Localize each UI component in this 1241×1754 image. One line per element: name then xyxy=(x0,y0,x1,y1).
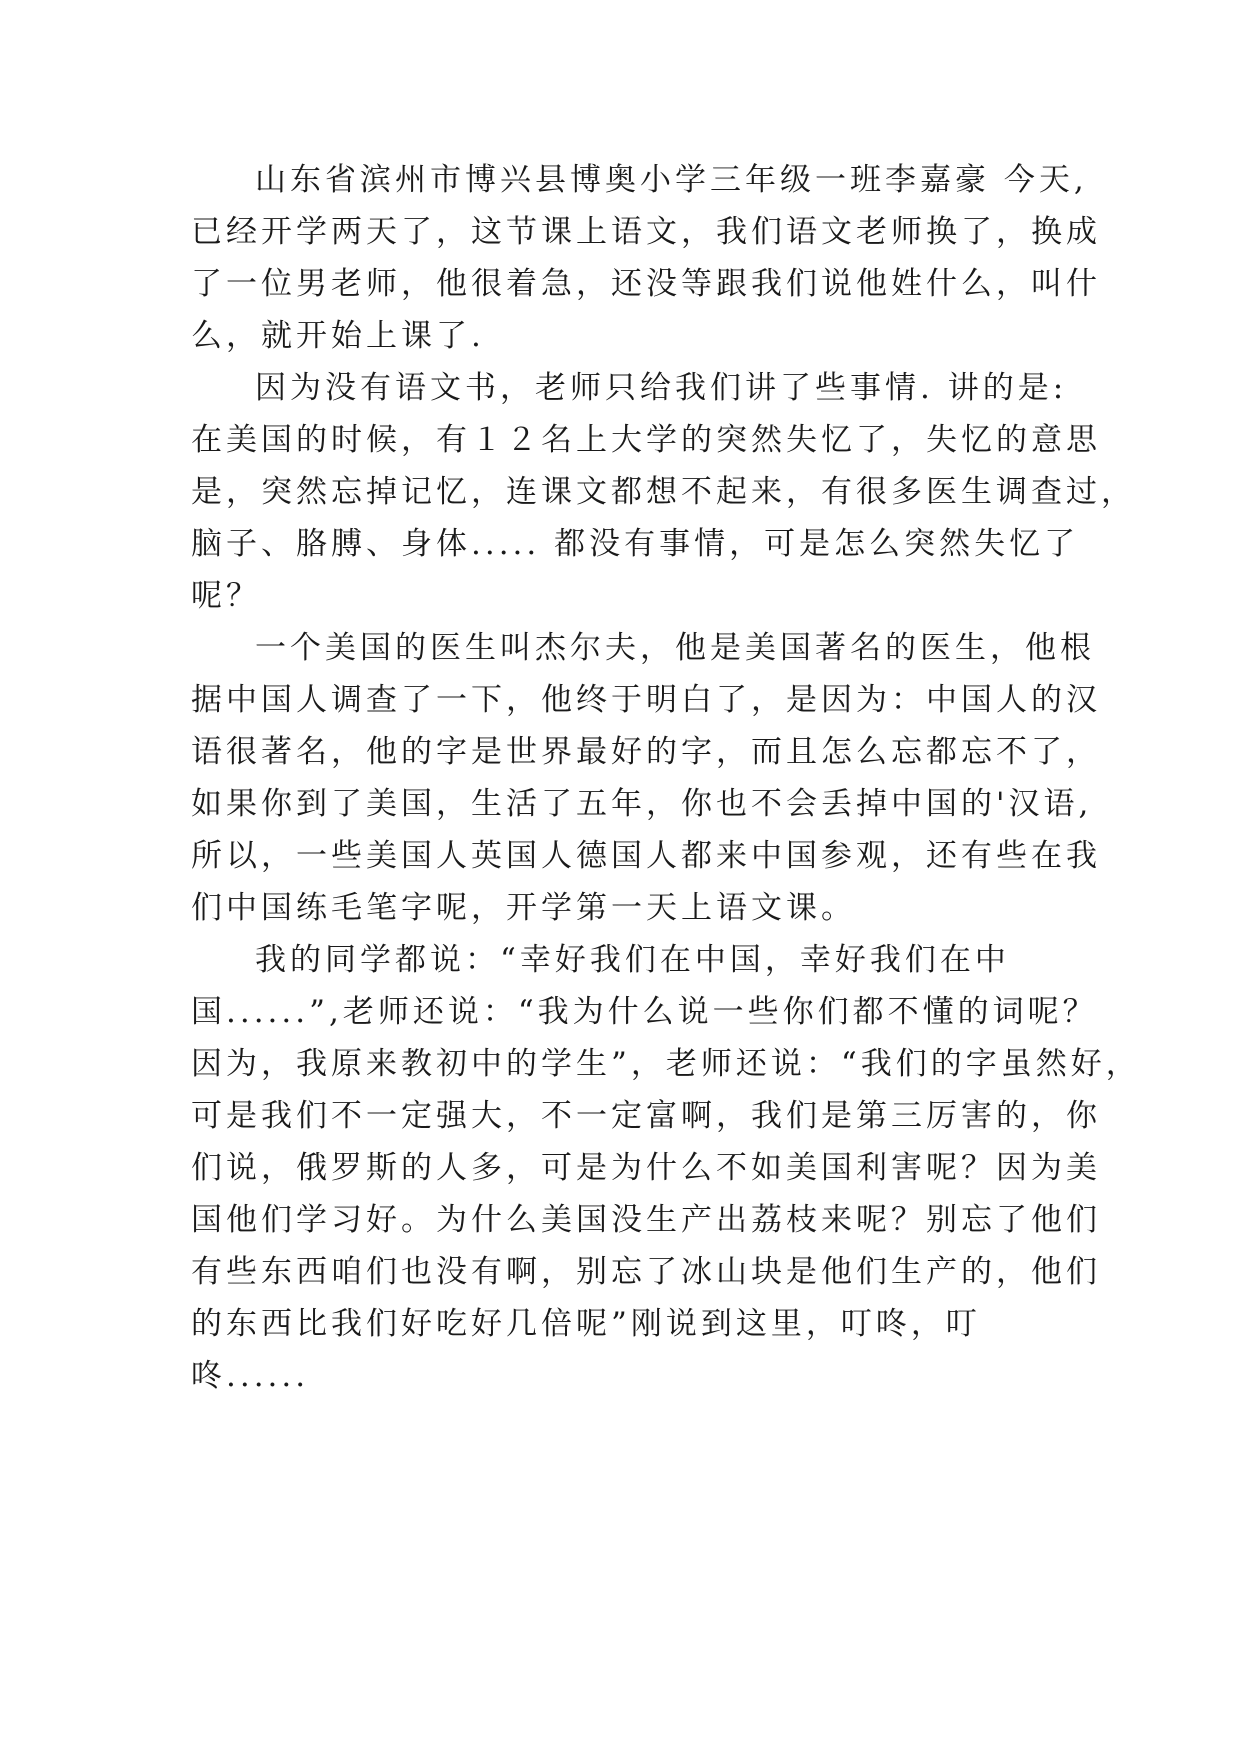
paragraph-3-line-3: 语很著名，他的字是世界最好的字，而且怎么忘都忘不了， xyxy=(191,734,1101,770)
paragraph-4-line-4: 可是我们不一定强大，不一定富啊，我们是第三厉害的，你 xyxy=(191,1098,1101,1134)
paragraph-2-line-4: 脑子、胳膊、身体..... 都没有事情，可是怎么突然失忆了 xyxy=(191,526,1080,562)
paragraph-2-line-3: 是，突然忘掉记忆，连课文都想不起来，有很多医生调查过， xyxy=(191,474,1136,510)
paragraph-4-line-5: 们说，俄罗斯的人多，可是为什么不如美国利害呢？因为美 xyxy=(191,1150,1101,1186)
paragraph-4-line-1: 我的同学都说：“幸好我们在中国，幸好我们在中 xyxy=(255,942,1010,978)
paragraph-3-line-5: 所以，一些美国人英国人德国人都来中国参观，还有些在我 xyxy=(191,838,1101,874)
paragraph-2-line-5: 呢？ xyxy=(191,578,261,614)
paragraph-3-line-4: 如果你到了美国，生活了五年，你也不会丢掉中国的'汉语, xyxy=(191,786,1093,822)
paragraph-1-line-3: 了一位男老师，他很着急，还没等跟我们说他姓什么，叫什 xyxy=(191,266,1101,302)
paragraph-3-line-6: 们中国练毛笔字呢，开学第一天上语文课。 xyxy=(191,890,856,926)
paragraph-2-line-2: 在美国的时候，有１２名上大学的突然失忆了，失忆的意思 xyxy=(191,422,1101,458)
paragraph-3-line-1: 一个美国的医生叫杰尔夫，他是美国著名的医生，他根 xyxy=(255,630,1095,666)
paragraph-1-line-4: 么，就开始上课了. xyxy=(191,318,485,354)
paragraph-4-line-7: 有些东西咱们也没有啊，别忘了冰山块是他们生产的，他们 xyxy=(191,1254,1101,1290)
paragraph-4-line-6: 国他们学习好。为什么美国没生产出荔枝来呢？别忘了他们 xyxy=(191,1202,1101,1238)
paragraph-4-line-9: 咚...... xyxy=(191,1358,310,1394)
paragraph-4-line-8: 的东西比我们好吃好几倍呢”刚说到这里，叮咚，叮 xyxy=(191,1306,981,1342)
paragraph-4-line-2: 国......”,老师还说：“我为什么说一些你们都不懂的词呢？ xyxy=(191,994,1098,1030)
paragraph-4-line-3: 因为，我原来教初中的学生”，老师还说：“我们的字虽然好， xyxy=(191,1046,1141,1082)
paragraph-1-line-2: 已经开学两天了，这节课上语文，我们语文老师换了，换成 xyxy=(191,214,1101,250)
paragraph-1-line-1: 山东省滨州市博兴县博奥小学三年级一班李嘉豪 今天, xyxy=(255,162,1088,198)
paragraph-2-line-1: 因为没有语文书，老师只给我们讲了些事情. 讲的是: xyxy=(255,370,1068,406)
paragraph-3-line-2: 据中国人调查了一下，他终于明白了，是因为：中国人的汉 xyxy=(191,682,1101,718)
